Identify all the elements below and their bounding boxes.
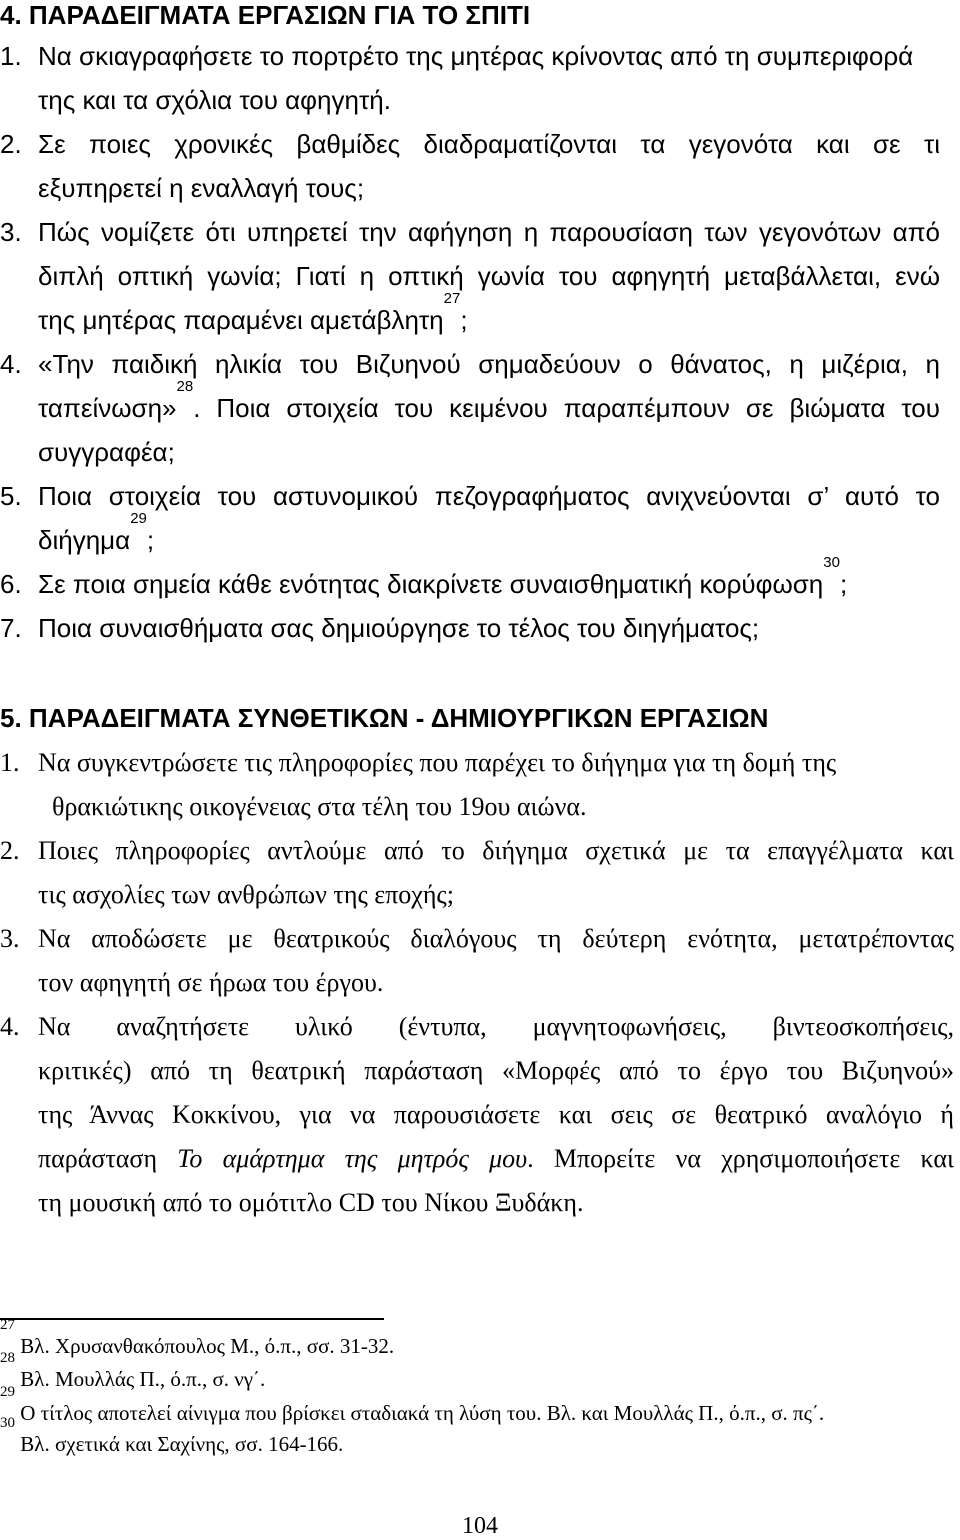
item-text-continued: της και τα σχόλια του αφηγητή. [38, 85, 391, 115]
list-item [0, 41, 950, 71]
item-text: Πώς νομίζετε ότι υπηρετεί την αφήγηση η παρουσίαση των γεγονότων από [38, 217, 940, 247]
item-number: 4. [0, 349, 22, 379]
item-number: 3. [0, 217, 22, 247]
item-text-continued [38, 290, 468, 335]
footnote-number: 28 [0, 1350, 15, 1366]
list-item [0, 217, 940, 247]
list-item [0, 1012, 954, 1042]
list-item [0, 554, 848, 599]
item-text-end: ; [839, 569, 848, 599]
item-number: 3. [0, 924, 20, 953]
item-text-continued: τον αφηγητή σε ήρωα του έργου. [38, 968, 384, 997]
item-text: παράσταση [38, 1144, 178, 1173]
item-text-end: . Ποια στοιχεία του κειμένου παραπέμπουν σε βιώματα του [193, 393, 940, 423]
item-number: 4. [0, 1012, 20, 1041]
footnote-text: Βλ. Μουλλάς Π., ό.π., σ. νγ΄. [15, 1367, 266, 1391]
list-item [0, 836, 954, 866]
item-number: 7. [0, 613, 22, 643]
item-number: 2. [0, 836, 20, 865]
footnote-number: 30 [0, 1415, 15, 1431]
item-text-continued: τις ασχολίες των ανθρώπων της εποχής; [38, 880, 454, 909]
footnote [0, 1415, 344, 1457]
item-text-continued: διπλή οπτική γωνία; Γιατί η οπτική γωνία του αφηγητή μεταβάλλεται, ενώ [38, 261, 940, 291]
item-text-continued: της Άννας Κοκκίνου, για να παρουσιάσετε και σεις σε θεατρικό αναλόγιο ή [38, 1100, 954, 1129]
footnote [0, 1350, 266, 1392]
item-text: Ποιες πληροφορίες αντλούμε από το διήγημα σχετικά με τα επαγγέλματα και [38, 836, 954, 865]
item-text: Να αναζητήσετε υλικό (έντυπα, μαγνητοφωνήσεις, βιντεοσκοπήσεις, [38, 1012, 954, 1041]
item-text: Σε ποια σημεία κάθε ενότητας διακρίνετε συναισθηματική κορύφωση [38, 569, 824, 599]
item-text-continued [38, 510, 155, 555]
item-text-continued [38, 1144, 954, 1174]
item-number: 2. [0, 129, 22, 159]
footnote-text: Ο τίτλος αποτελεί αίνιγμα που βρίσκει σταδιακά τη λύση του. Βλ. και Μουλλάς Π., ό.π., σ. πς΄. [15, 1401, 825, 1425]
italic-title: Το αμάρτημα της μητρός μου [177, 1144, 528, 1173]
item-text-continued [38, 378, 940, 423]
item-text: . Μπορείτε να χρησιμοποιήσετε και [527, 1144, 955, 1173]
footnote-separator [0, 1318, 384, 1320]
item-number: 5. [0, 481, 22, 511]
item-number: 1. [0, 748, 20, 777]
footnote [0, 1384, 825, 1426]
item-text: Σε ποιες χρονικές βαθμίδες διαδραματίζονται τα γεγονότα και σε τι [38, 129, 940, 159]
item-text-end: ; [146, 525, 155, 555]
item-text-continued: εξυπηρετεί η εναλλαγή τους; [38, 173, 365, 203]
list-item [0, 924, 954, 954]
footnote-ref: 28 [176, 378, 194, 395]
footnote-ref: 27 [443, 290, 461, 307]
item-text: Να αποδώσετε με θεατρικούς διαλόγους τη δεύτερη ενότητα, μετατρέποντας [38, 924, 954, 953]
item-text: διήγημα [38, 525, 131, 555]
section4-heading: 4. ΠΑΡΑΔΕΙΓΜΑΤΑ ΕΡΓΑΣΙΩΝ ΓΙΑ ΤΟ ΣΠΙΤΙ [0, 0, 531, 30]
item-text-continued: κριτικές) από τη θεατρική παράσταση «Μορφές από το έργο του Βιζυηνού» [38, 1056, 954, 1085]
footnote-number: 29 [0, 1384, 15, 1400]
item-text: Ποια στοιχεία του αστυνομικού πεζογραφήματος ανιχνεύονται σ’ αυτό το [38, 481, 940, 511]
item-text: Ποια συναισθήματα σας δημιούργησε το τέλος του διηγήματος; [38, 613, 760, 643]
item-text: ταπείνωση» [38, 393, 177, 423]
footnote [0, 1317, 395, 1359]
list-item [0, 481, 940, 511]
list-item [0, 613, 759, 643]
item-text: «Την παιδική ηλικία του Βιζυηνού σημαδεύουν ο θάνατος, η μιζέρια, η [38, 349, 940, 379]
item-number: 6. [0, 569, 22, 599]
item-text: Να σκιαγραφήσετε το πορτρέτο της μητέρας κρίνοντας από τη συμπεριφορά [38, 41, 914, 71]
list-item [0, 748, 836, 778]
item-number: 1. [0, 41, 22, 71]
item-text: Να συγκεντρώσετε τις πληροφορίες που παρέχει το διήγημα για τη δομή της [38, 748, 837, 777]
footnote-text: Βλ. Χρυσανθακόπουλος Μ., ό.π., σσ. 31-32. [15, 1334, 395, 1358]
footnote-ref: 29 [130, 510, 147, 527]
section5-heading: 5. ΠΑΡΑΔΕΙΓΜΑΤΑ ΣΥΝΘΕΤΙΚΩΝ - ΔΗΜΙΟΥΡΓΙΚΩΝ ΕΡΓΑΣΙΩΝ [0, 703, 769, 733]
footnote-number: 27 [0, 1317, 15, 1333]
list-item [0, 349, 940, 379]
item-text-continued: τη μουσική από το ομότιτλο CD του Νίκου Ξυδάκη. [38, 1188, 584, 1217]
list-item [0, 129, 940, 159]
item-text-continued: θρακιώτικης οικογένειας στα τέλη του 19ου αιώνα. [52, 792, 587, 821]
page-number: 104 [462, 1513, 498, 1539]
item-text-continued: συγγραφέα; [38, 437, 175, 467]
item-text-end: ; [460, 305, 468, 335]
footnote-ref: 30 [823, 554, 840, 571]
footnote-text: Βλ. σχετικά και Σαχίνης, σσ. 164-166. [15, 1432, 344, 1456]
item-text: της μητέρας παραμένει αμετάβλητη [38, 305, 444, 335]
